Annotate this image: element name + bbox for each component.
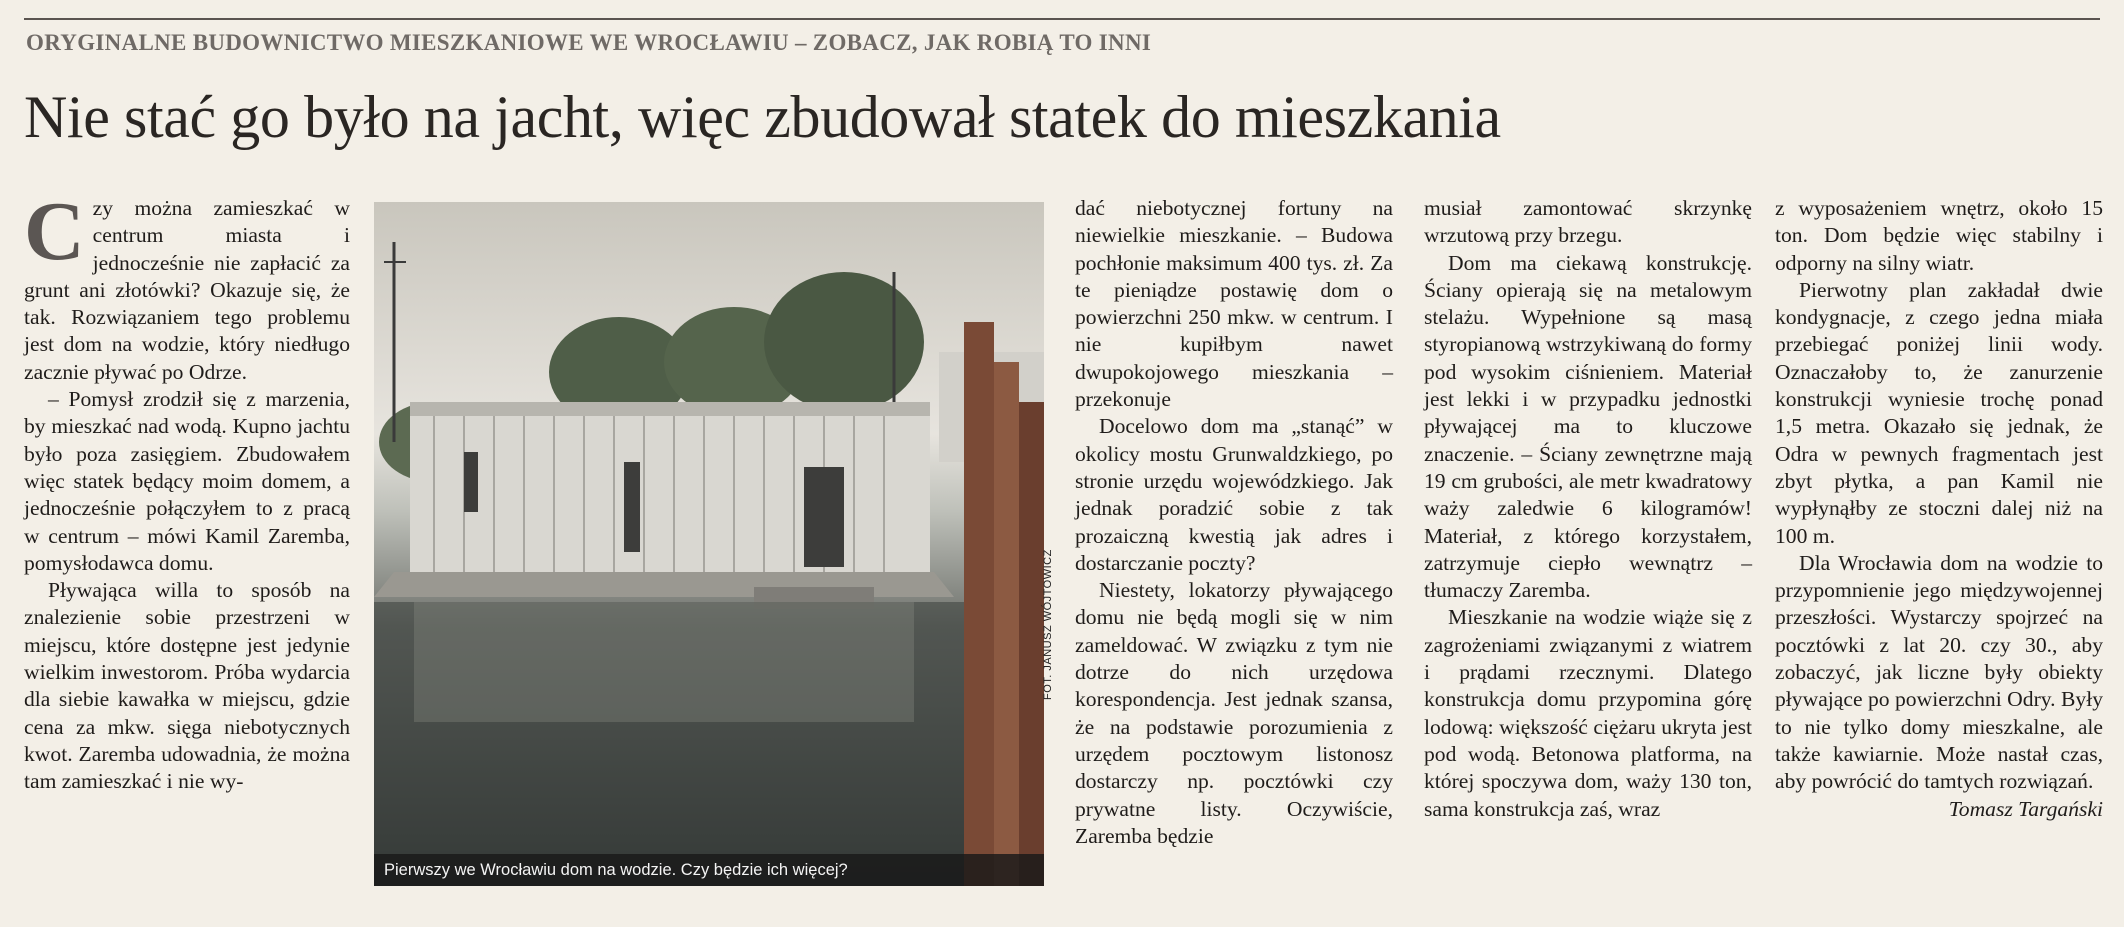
houseboat-illustration (374, 202, 1044, 886)
article-column-1 (24, 185, 350, 796)
article-column-5 (1775, 195, 2103, 823)
section-kicker: ORYGINALNE BUDOWNICTWO MIESZKANIOWE WE WROCŁAWIU – ZOBACZ, JAK ROBIĄ TO INNI (26, 30, 1152, 55)
photo-credit: FOT. JANUSZ WÓJTOWICZ (1042, 549, 1054, 700)
article-column-4 (1424, 195, 1752, 823)
paragraph: z wyposażeniem wnętrz, około 15 ton. Dom będzie więc stabilny i odporny na silny wiatr. (1775, 196, 2103, 275)
top-rule (24, 18, 2100, 20)
paragraph: musiał zamontować skrzynkę wrzutową przy brzegu. (1424, 196, 1752, 248)
paragraph: Pierwotny plan zakładał dwie kondygnacje, z czego jedna miała przebiegać poniżej linii wody. Oznaczałoby to, że zanurzenie konstrukcji wyniesie trochę ponad 1,5 metra. Okazało się jednak, że Odra w pewnych fragmentach jest zbyt płytka, a pan Kamil nie wypłynąłby ze stoczni dalej niż na 100 m. (1775, 277, 2103, 548)
paragraph: Niestety, lokatorzy pływającego domu nie będą mogli się w nim zameldować. W związku z tym nie dotrze do nich urzędowa korespondencja. Jest jednak szansa, że na podstawie porozumienia z urzędem pocztowym listonosz dostarczy np. pocztówki czy prywatne listy. Oczywiście, Zaremba będzie (1075, 578, 1393, 848)
paragraph: – Pomysł zrodził się z marzenia, by mieszkać nad wodą. Kupno jachtu było poza zasięgiem. Zbudowałem więc statek będący moim domem, a jednocześnie połączyłem to z pracą w centrum – mówi Kamil Zaremba, pomysłodawca domu. (24, 387, 350, 575)
paragraph: dać niebotycznej fortuny na niewielkie mieszkanie. – Budowa pochłonie maksimum 400 tys. zł. Za te pieniądze postawię dom o powierzchni 250 mkw. w centrum. I nie kupiłbym nawet dwupokojowego mieszkania – przekonuje (1075, 196, 1393, 412)
drop-cap: C (24, 185, 85, 278)
article-headline: Nie stać go było na jacht, więc zbudował statek do mieszkania (24, 84, 1501, 150)
paragraph: zy można zamieszkać w centrum miasta i jednocześnie nie zapłacić za grunt ani złotówki? Okazuje się, że tak. Rozwiązaniem tego problemu jest dom na wodzie, który niedługo zacznie pływać po Odrze. (24, 196, 350, 384)
paragraph: Mieszkanie na wodzie wiąże się z zagrożeniami związanymi z wiatrem i prądami rzecznymi. Dlatego konstrukcja domu przypomina górę lodową: większość ciężaru ukryta jest pod wodą. Betonowa platforma, na której spoczywa dom, waży 130 ton, sama konstrukcja zaś, wraz (1424, 605, 1752, 821)
article-column-3 (1075, 195, 1393, 850)
paragraph: Dla Wrocławia dom na wodzie to przypomnienie jego międzywojennej przeszłości. Wystarczy spojrzeć na pocztówki z lat 20. czy 30., aby zobaczyć, jak liczne były obiekty pływające po powierzchni Odry. Były to nie tylko domy mieszkalne, ale także kawiarnie. Może nastał czas, aby powrócić do tamtych rozwiązań. (1775, 550, 2103, 794)
paragraph: Dom ma ciekawą konstrukcję. Ściany opierają się na metalowym stelażu. Wypełnione są masą styropianową wstrzykiwaną do formy pod wysokim ciśnieniem. Materiał jest lekki i w przypadku jednostki pływającej ma to kluczowe znaczenie. – Ściany zewnętrzne mają 19 cm grubości, ale metr kwadratowy waży zaledwie 6 kilogramów! Materiał, z którego korzystałem, zatrzymuje ciepło wewnątrz – tłumaczy Zaremba. (1424, 250, 1752, 603)
author-signature: Tomasz Targański (1948, 796, 2103, 821)
article-photo (374, 202, 1044, 886)
paragraph: Docelowo dom ma „stanąć” w okolicy mostu Grunwaldzkiego, po stronie urzędu wojewódzkiego. Jak jednak poradzić sobie z tak prozaiczną kwestią jak adres i dostarczanie poczty? (1075, 414, 1393, 575)
paragraph: Pływająca willa to sposób na znalezienie sobie przestrzeni w miejscu, które dostępne jest jedynie wielkim inwestorom. Próba wydarcia dla siebie kawałka w miejscu, gdzie cena za mkw. sięga niebotycznych kwot. Zaremba udowadnia, że można tam zamieszkać i nie wy- (24, 578, 350, 794)
photo-caption: Pierwszy we Wrocławiu dom na wodzie. Czy będzie ich więcej? (374, 854, 1044, 886)
